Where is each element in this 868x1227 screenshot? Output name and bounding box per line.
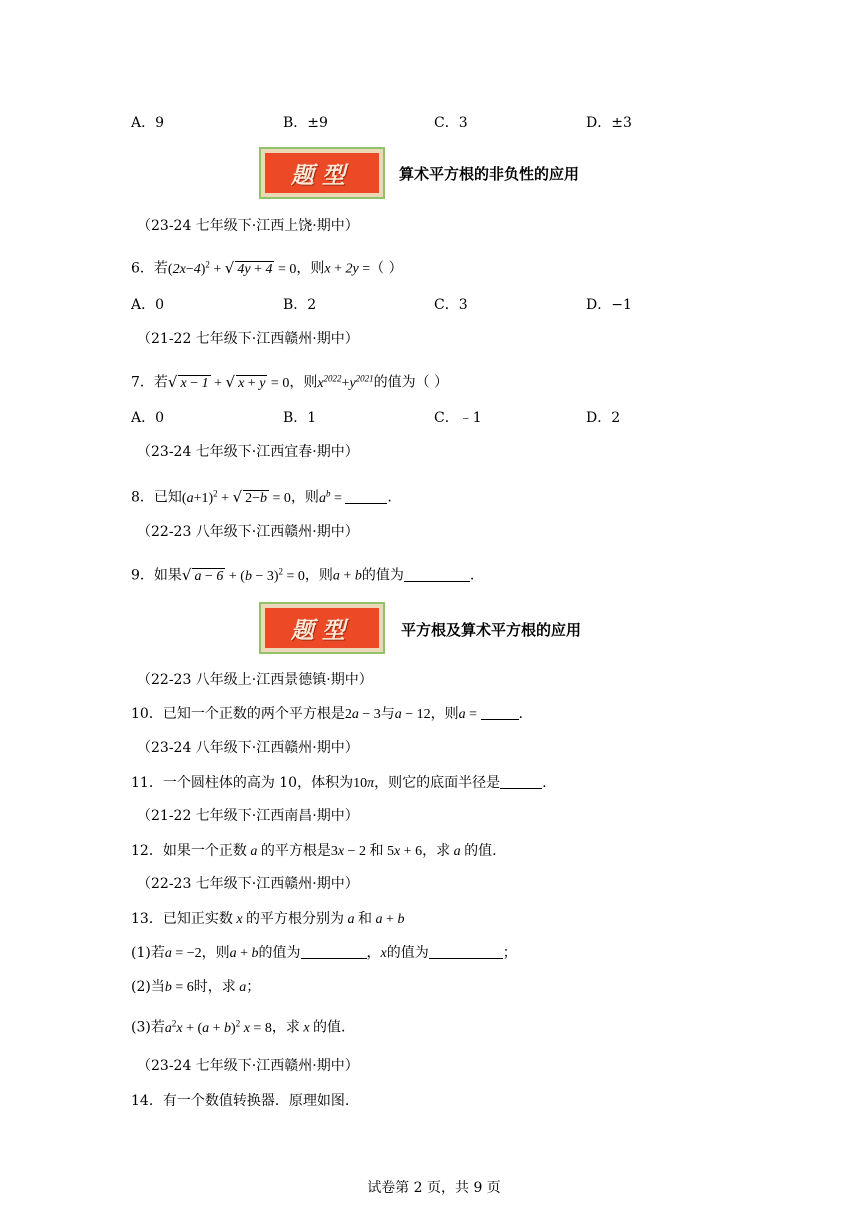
q6-option-d: D．−1 [586,297,632,313]
q10-source: （22-23 八年级上·江西景德镇·期中） [137,672,373,688]
q6-source: （23-24 七年级下·江西上饶·期中） [137,218,359,234]
page-footer: 试卷第 2 页，共 9 页 [367,1180,501,1196]
q10-answer-blank[interactable] [481,705,519,720]
q12-source: （21-22 七年级下·江西南昌·期中） [137,808,359,824]
q8-source: （23-24 七年级下·江西宜春·期中） [137,444,359,460]
q5-option-c: C．3 [434,115,468,131]
q5-option-b: B．±9 [283,115,328,131]
topic-title-2: 平方根及算术平方根的应用 [401,621,582,639]
q11-stem: 11．一个圆柱体的高为 10，体积为10π，则它的底面半径是 . [131,775,547,791]
q13-stem: 13．已知正实数 x 的平方根分别为 a 和 a + b [131,911,405,927]
q13-part1: (1)若a = −2，则a + b的值为 ，x的值为 ； [131,945,517,961]
q8-answer-blank[interactable] [345,489,387,504]
q7-source: （21-22 七年级下·江西赣州·期中） [137,331,359,347]
q11-answer-blank[interactable] [500,774,542,789]
q13-blank-1[interactable] [301,944,367,959]
q14-source: （23-24 七年级下·江西赣州·期中） [137,1058,359,1074]
topic-badge-text: 题型 [291,616,353,644]
topic-title-1: 算术平方根的非负性的应用 [399,165,580,183]
q8-number: 8．已知 [131,489,182,506]
q14-stem: 14．有一个数值转换器．原理如图. [131,1093,350,1109]
q7-then: ，则 [289,374,318,391]
q13-part2: (2)当b = 6时，求 a； [131,979,261,995]
q9-number: 9．如果 [131,567,182,584]
q7-option-c: C．﹣1 [434,410,482,426]
q8-stem: 8．已知$(a+1)^2$ + √ 2−b = 0，则$a^b$ = . [131,487,392,506]
q6-then: ，则 [296,260,325,277]
q6-option-a: A．0 [131,297,165,313]
q9-stem: 9．如果√ $a - 6 + (b - 3)^2 = 0$，则a + b的值为 . [131,565,475,584]
topic-badge-2 [259,602,385,654]
q6-bracket: （ ） [370,260,403,277]
topic-badge-1 [259,147,385,199]
q6-option-c: C．3 [434,297,468,313]
q5-option-a: A．9 [131,115,165,131]
q11-source: （23-24 八年级下·江西赣州·期中） [137,740,359,756]
topic-badge-text: 题型 [291,161,353,189]
q6-stem: 6．若$(2x-4)^2$ + √ 4y + 4 = 0，则x + 2y =（ ） [131,258,403,277]
q7-number: 7．若 [131,374,168,391]
q6-option-b: B．2 [283,297,317,313]
q13-part3: (3)若$a^2x + (a + b)^2$ x = 8，求 x 的值. [131,1018,346,1036]
q8-then: ，则 [290,489,319,506]
q10-stem: 10．已知一个正数的两个平方根是2a − 3与a − 12，则a = . [131,706,523,722]
q7-option-a: A．0 [131,410,165,426]
q13-blank-2[interactable] [429,944,503,959]
q9-then: ，则 [304,567,333,584]
q7-option-d: D．2 [586,410,621,426]
q5-option-d: D．±3 [586,115,632,131]
q12-stem: 12．如果一个正数 a 的平方根是3x − 2 和 5x + 6，求 a 的值. [131,843,497,859]
q7-option-b: B．1 [283,410,317,426]
q7-bracket: 的值为（ ） [373,374,449,391]
q6-number: 6．若 [131,260,168,277]
q9-source: （22-23 八年级下·江西赣州·期中） [137,524,359,540]
q7-stem: 7．若√ x − 1 + √ x + y = 0，则$x^{2022}+y^{2021}$的值为（ ） [131,372,449,391]
q9-answer-blank[interactable] [404,567,470,582]
q13-source: （22-23 七年级下·江西赣州·期中） [137,876,359,892]
